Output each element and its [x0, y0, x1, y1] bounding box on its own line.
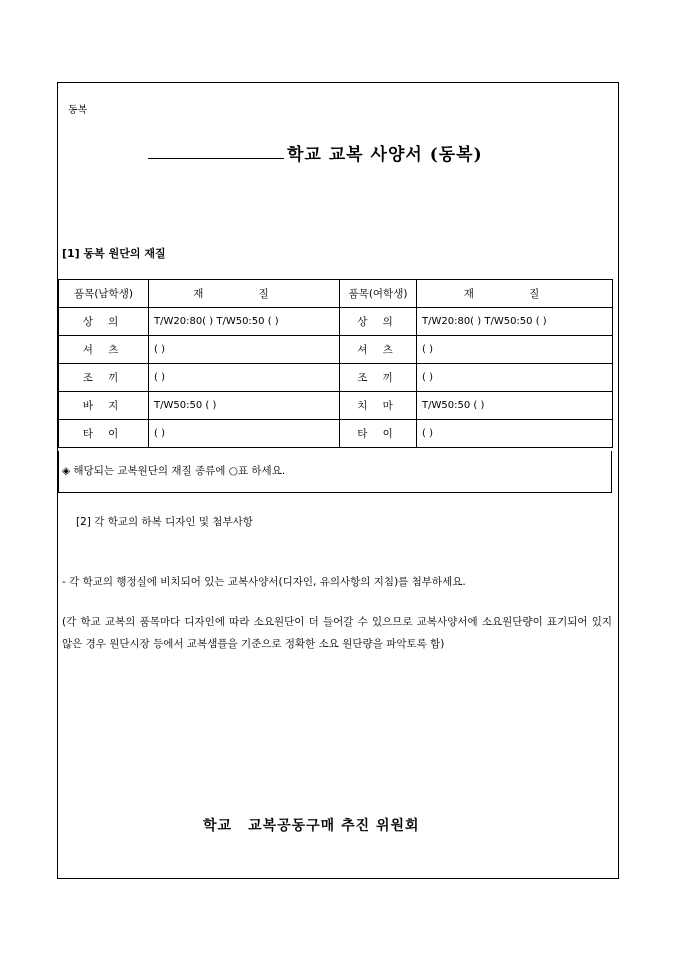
male-item: 바 지 [59, 392, 149, 420]
male-item: 타 이 [59, 420, 149, 448]
season-label: 동복 [68, 105, 88, 116]
school-name-blank-line [148, 158, 284, 159]
table-row [59, 420, 613, 448]
male-material: ( ) [149, 364, 340, 392]
male-material: ( ) [149, 336, 340, 364]
male-material: ( ) [149, 420, 340, 448]
female-material: ( ) [417, 336, 613, 364]
header-male-item: 품목(남학생) [59, 280, 149, 308]
female-material: T/W50:50 ( ) [417, 392, 613, 420]
header-female-item: 품목(여학생) [340, 280, 417, 308]
table-header-row [59, 280, 613, 308]
section1-heading: [1] 동복 원단의 재질 [62, 247, 166, 260]
table-row [59, 364, 613, 392]
female-material: ( ) [417, 364, 613, 392]
female-item: 타 이 [340, 420, 417, 448]
footer-committee: 교복공동구매 추진 위원회 [248, 818, 420, 834]
document-title: 학교 교복 사양서 (동복) [287, 145, 483, 165]
female-material: ( ) [417, 420, 613, 448]
table-row [59, 392, 613, 420]
note-box [58, 451, 612, 493]
female-material: T/W20:80( ) T/W50:50 ( ) [417, 308, 613, 336]
header-male-material: 재 질 [149, 280, 340, 308]
female-item: 셔 츠 [340, 336, 417, 364]
male-material: T/W20:80( ) T/W50:50 ( ) [149, 308, 340, 336]
committee-footer [203, 815, 436, 835]
male-item: 셔 츠 [59, 336, 149, 364]
header-female-material: 재 질 [417, 280, 613, 308]
section2-heading: [2] 각 학교의 하복 디자인 및 첨부사항 [76, 516, 253, 528]
attachment-instruction: - 각 학교의 행정실에 비치되어 있는 교복사양서(디자인, 유의사항의 지침)를 첨부하세요. [62, 576, 466, 588]
checklist-note: ◈ 해당되는 교복원단의 재질 종류에 ○표 하세요. [62, 465, 286, 477]
table-row [59, 336, 613, 364]
fabric-remark: (각 학교 교복의 품목마다 디자인에 따라 소요원단이 더 들어갈 수 있으므로 교복사양서에 소요원단량이 표기되어 있지 않은 경우 원단시장 등에서 교복샘플을 기준으로 정확한 소요 원단량을 파악토록 함) [62, 616, 612, 650]
male-item: 조 끼 [59, 364, 149, 392]
male-item: 상 의 [59, 308, 149, 336]
male-material: T/W50:50 ( ) [149, 392, 340, 420]
female-item: 상 의 [340, 308, 417, 336]
table-row [59, 308, 613, 336]
footer-school: 학교 [203, 818, 233, 834]
material-table [58, 279, 613, 448]
female-item: 치 마 [340, 392, 417, 420]
female-item: 조 끼 [340, 364, 417, 392]
